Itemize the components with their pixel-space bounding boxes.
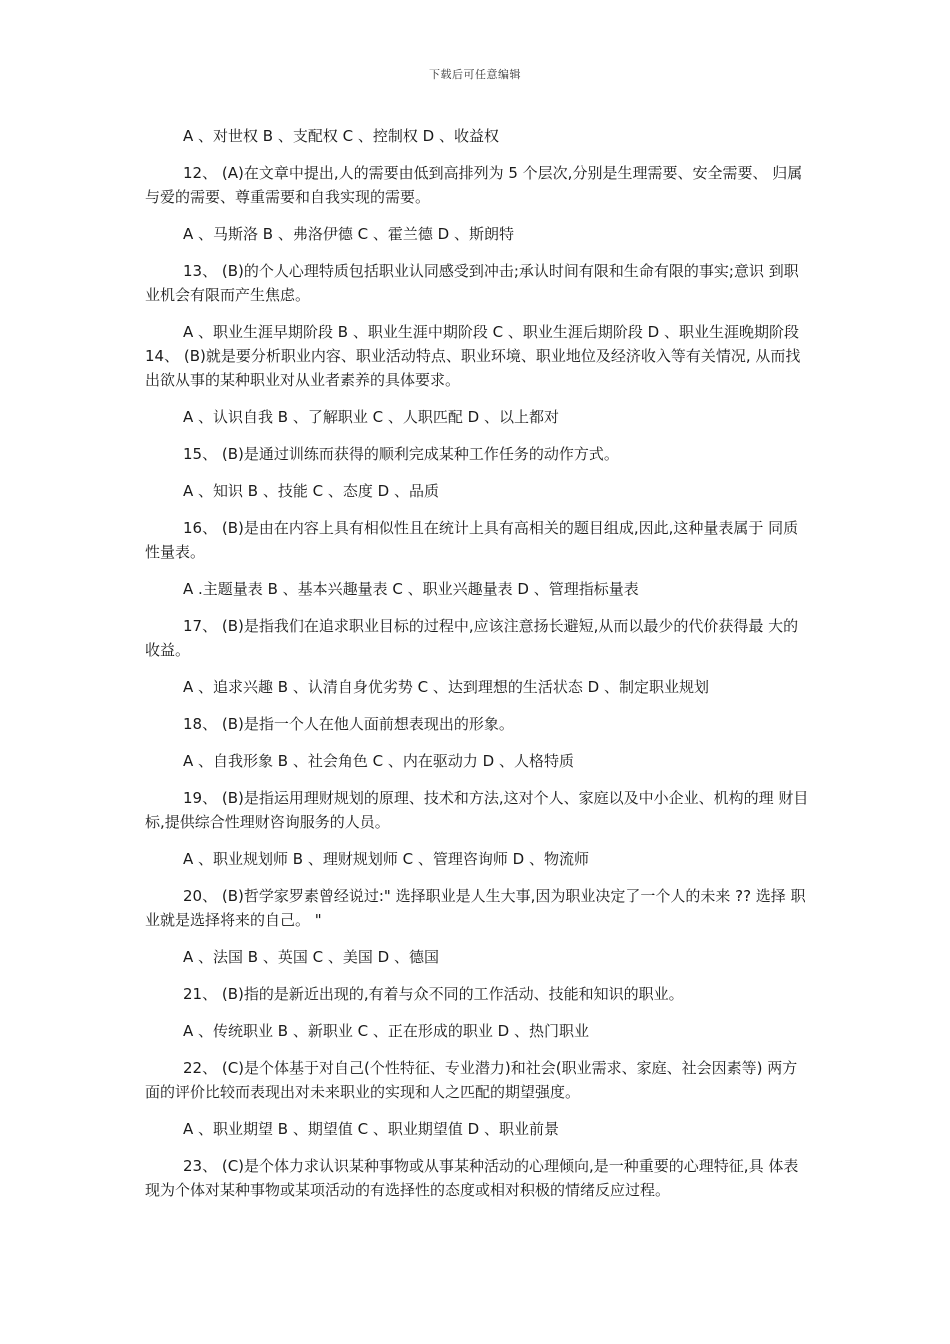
question-16: 16、 (B)是由在内容上具有相似性且在统计上具有高相关的题目组成,因此,这种量表属于 同质性量表。 bbox=[145, 519, 799, 561]
answer-options: A 、职业规划师 B 、理财规划师 C 、管理咨询师 D 、物流师 bbox=[183, 850, 589, 868]
question-18: 18、 (B)是指一个人在他人面前想表现出的形象。 bbox=[183, 715, 514, 733]
question-19: 19、 (B)是指运用理财规划的原理、技术和方法,这对个人、家庭以及中小企业、机构的理 财目标,提供综合性理财咨询服务的人员。 bbox=[145, 789, 809, 831]
question-21: 21、 (B)指的是新近出现的,有着与众不同的工作活动、技能和知识的职业。 bbox=[183, 985, 684, 1003]
answer-options: A 、认识自我 B 、了解职业 C 、人职匹配 D 、以上都对 bbox=[183, 408, 559, 426]
answer-options: A .主题量表 B 、基本兴趣量表 C 、职业兴趣量表 D 、管理指标量表 bbox=[183, 580, 639, 598]
answer-options: A 、自我形象 B 、社会角色 C 、内在驱动力 D 、人格特质 bbox=[183, 752, 574, 770]
document-body bbox=[145, 124, 810, 1215]
answer-options: A 、传统职业 B 、新职业 C 、正在形成的职业 D 、热门职业 bbox=[183, 1022, 589, 1040]
question-15: 15、 (B)是通过训练而获得的顺利完成某种工作任务的动作方式。 bbox=[183, 445, 619, 463]
answer-options: A 、追求兴趣 B 、认清自身优劣势 C 、达到理想的生活状态 D 、制定职业规划 bbox=[183, 678, 709, 696]
page-header: 下载后可任意编辑 bbox=[429, 68, 521, 81]
question-23: 23、 (C)是个体力求认识某种事物或从事某种活动的心理倾向,是一种重要的心理特征,具 体表现为个体对某种事物或某项活动的有选择性的态度或相对积极的情绪反应过程。 bbox=[145, 1157, 799, 1199]
question-13: 13、 (B)的个人心理特质包括职业认同感受到冲击;承认时间有限和生命有限的事实;意识 到职业机会有限而产生焦虑。 bbox=[145, 262, 799, 304]
question-22: 22、 (C)是个体基于对自己(个性特征、专业潜力)和社会(职业需求、家庭、社会因素等) 两方面的评价比较而表现出对未来职业的实现和人之匹配的期望强度。 bbox=[145, 1059, 798, 1101]
answer-options: A 、职业期望 B 、期望值 C 、职业期望值 D 、职业前景 bbox=[183, 1120, 559, 1138]
answer-options: A 、法国 B 、英国 C 、美国 D 、德国 bbox=[183, 948, 439, 966]
question-20: 20、 (B)哲学家罗素曾经说过:" 选择职业是人生大事,因为职业决定了一个人的未来 ?? 选择 职业就是选择将来的自己。 " bbox=[145, 887, 806, 929]
question-17: 17、 (B)是指我们在追求职业目标的过程中,应该注意扬长避短,从而以最少的代价获得最 大的收益。 bbox=[145, 617, 799, 659]
question-12: 12、 (A)在文章中提出,人的需要由低到高排列为 5 个层次,分别是生理需要、安全需要、 归属与爱的需要、尊重需要和自我实现的需要。 bbox=[145, 164, 803, 206]
question-13-options-and-question-14: A 、职业生涯早期阶段 B 、职业生涯中期阶段 C 、职业生涯后期阶段 D 、职业生涯晚期阶段 14、 (B)就是要分析职业内容、职业活动特点、职业环境、职业地位及经济收入等有关情况, 从而找出欲从事的某种职业对从业者素养的具体要求。 bbox=[145, 323, 801, 389]
answer-options: A 、对世权 B 、支配权 C 、控制权 D 、收益权 bbox=[183, 127, 499, 145]
answer-options: A 、马斯洛 B 、弗洛伊德 C 、霍兰德 D 、斯朗特 bbox=[183, 225, 514, 243]
answer-options: A 、知识 B 、技能 C 、态度 D 、品质 bbox=[183, 482, 439, 500]
